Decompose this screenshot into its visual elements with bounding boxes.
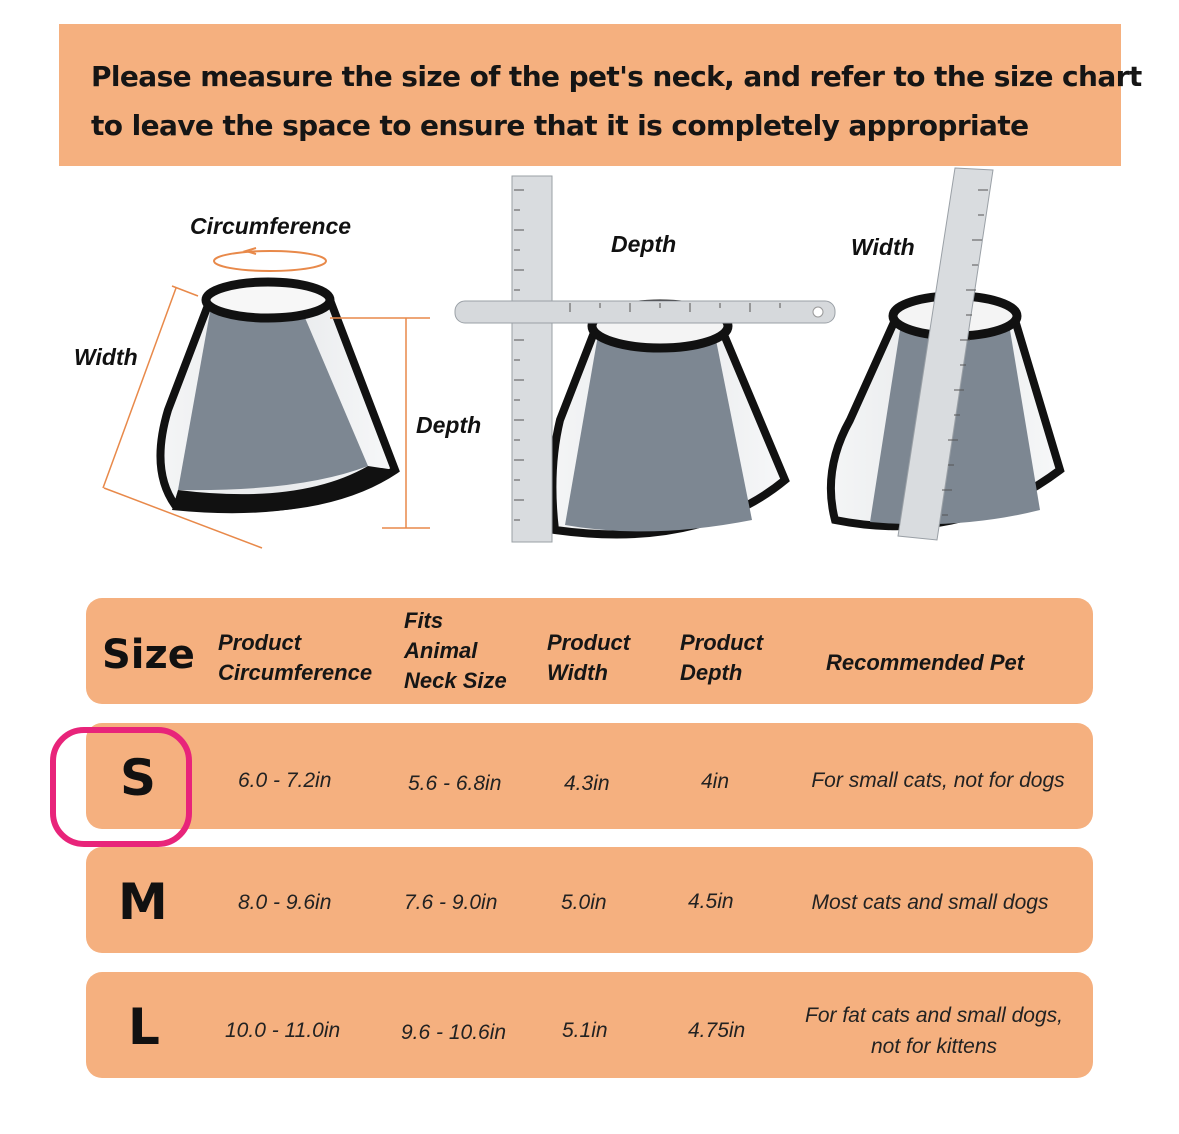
size-row-l (86, 972, 1093, 1078)
banner-line-2: to leave the space to ensure that it is completely appropriate (91, 109, 1029, 142)
depth-value: 4in (701, 770, 730, 793)
size-row-m (86, 847, 1093, 953)
neck-header-line-3: Neck Size (404, 668, 507, 693)
width-header-line-1: Product (547, 630, 631, 655)
recommended-pet-value (798, 765, 1078, 796)
width-header (547, 628, 630, 688)
neck-header-line-2: Animal (404, 638, 478, 663)
pet-line-1: For fat cats and small dogs, (805, 1004, 1063, 1027)
depth-value: 4.5in (688, 890, 734, 913)
circumference-value: 8.0 - 9.6in (238, 891, 332, 914)
cone-collar-image (160, 282, 395, 513)
size-s-highlight-circle (50, 727, 192, 847)
width-value: 5.0in (561, 891, 607, 914)
circumference-arrow-icon (214, 248, 326, 271)
size-label: L (128, 998, 160, 1056)
depth-value: 4.75in (688, 1019, 746, 1042)
size-label: S (120, 749, 157, 807)
circumference-header (218, 628, 372, 688)
size-row-s (86, 723, 1093, 829)
recommended-pet-value (794, 1000, 1074, 1062)
recommended-pet-header: Recommended Pet (826, 650, 1025, 675)
neck-size-value: 7.6 - 9.0in (404, 891, 498, 914)
neck-header-line-1: Fits (404, 608, 444, 633)
circumference-value: 6.0 - 7.2in (238, 769, 332, 792)
circumference-value: 10.0 - 11.0in (225, 1019, 341, 1042)
width-value: 5.1in (562, 1019, 608, 1042)
width-label: Width (74, 344, 138, 370)
width-value: 4.3in (564, 772, 610, 795)
size-chart-header (86, 598, 1093, 704)
pet-line-1: Most cats and small dogs (811, 891, 1049, 914)
circumference-header-line-1: Product (218, 630, 302, 655)
circumference-header-line-2: Circumference (218, 660, 373, 685)
instruction-banner (59, 24, 1142, 166)
depth-header-line-1: Product (680, 630, 764, 655)
circumference-label: Circumference (190, 213, 352, 239)
pet-line-1: For small cats, not for dogs (811, 769, 1065, 792)
photo-width-label: Width (851, 234, 915, 260)
measurement-diagram-svg (0, 166, 1179, 576)
size-label: M (118, 873, 168, 931)
neck-size-value: 5.6 - 6.8in (408, 772, 502, 795)
depth-label: Depth (416, 412, 482, 438)
neck-size-header (404, 606, 507, 696)
depth-header-line-2: Depth (680, 660, 743, 685)
photo-depth-label: Depth (611, 231, 677, 257)
pet-line-2: not for kittens (870, 1035, 998, 1058)
recommended-pet-value (790, 887, 1070, 918)
cone-collar-depth-photo (552, 304, 785, 534)
banner-line-1: Please measure the size of the pet's neck, and refer to the size chart (91, 60, 1142, 93)
depth-header (680, 628, 763, 688)
measurement-illustration (0, 166, 1179, 576)
size-header: Size (102, 632, 195, 678)
neck-size-value: 9.6 - 10.6in (401, 1021, 507, 1044)
width-header-line-2: Width (547, 660, 608, 685)
